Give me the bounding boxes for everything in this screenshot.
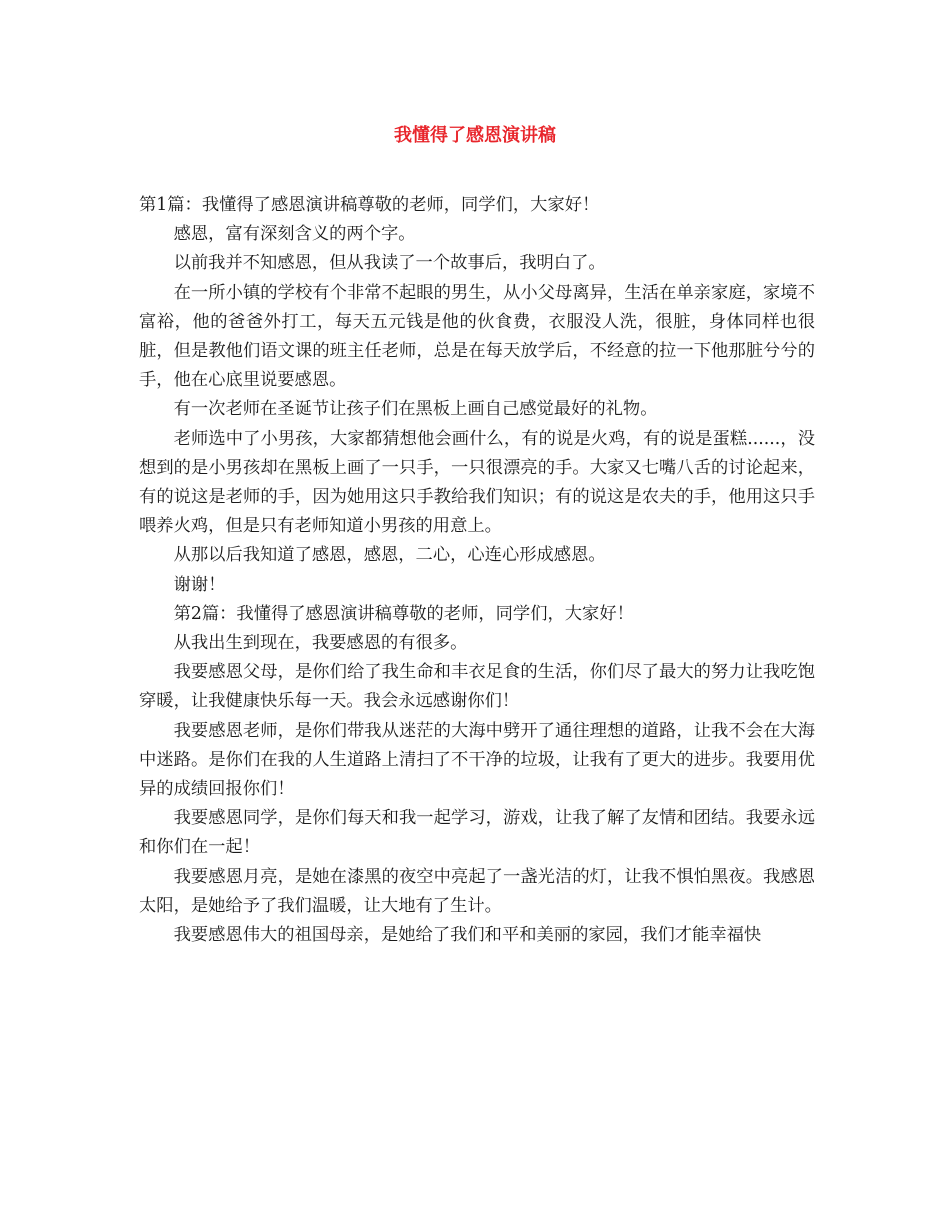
- paragraph: 谢谢！: [173, 574, 226, 595]
- paragraph: 我要感恩老师，是你们带我从迷茫的大海中劈开了通往理想的道路，让我不会在大海中迷路。是你们在我的人生道路上清扫了不干净的垃圾，让我有了更大的进步。我要用优异的成绩回报你们！: [139, 720, 815, 800]
- paragraph: 第1篇：我懂得了感恩演讲稿尊敬的老师，同学们，大家好！: [139, 195, 600, 215]
- paragraph: 我要感恩伟大的祖国母亲，是她给了我们和平和美丽的家园，我们才能幸福快: [173, 925, 762, 946]
- paragraph: 第2篇：我懂得了感恩演讲稿尊敬的老师，同学们，大家好！: [173, 603, 634, 624]
- paragraph: 从那以后我知道了感恩，感恩，二心，心连心形成感恩。: [173, 545, 606, 566]
- document-body: [139, 191, 815, 950]
- paragraph: 老师选中了小男孩，大家都猜想他会画什么，有的说是火鸡，有的说是蛋糕......，没想到的是小男孩却在黑板上画了一只手，一只很漂亮的手。大家又七嘴八舌的讨论起来，有的说这是老师的手，因为她用这只手教给我们知识；有的说这是农夫的手，他用这只手喂养火鸡，但是只有老师知道小男孩的用意上。: [139, 428, 815, 537]
- paragraph: 在一所小镇的学校有个非常不起眼的男生，从小父母离异，生活在单亲家庭，家境不富裕，他的爸爸外打工，每天五元钱是他的伙食费，衣服没人洗，很脏，身体同样也很脏，但是教他们语文课的班主任老师，总是在每天放学后，不经意的拉一下他那脏兮兮的手，他在心底里说要感恩。: [139, 282, 815, 391]
- paragraph: 以前我并不知感恩，但从我读了一个故事后，我明白了。: [173, 253, 606, 274]
- paragraph: 从我出生到现在，我要感恩的有很多。: [173, 633, 468, 654]
- paragraph: 感恩，富有深刻含义的两个字。: [173, 224, 416, 245]
- paragraph: 我要感恩父母，是你们给了我生命和丰衣足食的生活，你们尽了最大的努力让我吃饱穿暖，让我健康快乐每一天。我会永远感谢你们！: [139, 662, 815, 712]
- paragraph: 有一次老师在圣诞节让孩子们在黑板上画自己感觉最好的礼物。: [173, 399, 658, 420]
- paragraph: 我要感恩同学，是你们每天和我一起学习，游戏，让我了解了友情和团结。我要永远和你们在一起！: [139, 808, 815, 858]
- paragraph: 我要感恩月亮，是她在漆黑的夜空中亮起了一盏光洁的灯，让我不惧怕黑夜。我感恩太阳，是她给予了我们温暖，让大地有了生计。: [139, 866, 815, 916]
- document-title: 我懂得了感恩演讲稿: [394, 125, 556, 146]
